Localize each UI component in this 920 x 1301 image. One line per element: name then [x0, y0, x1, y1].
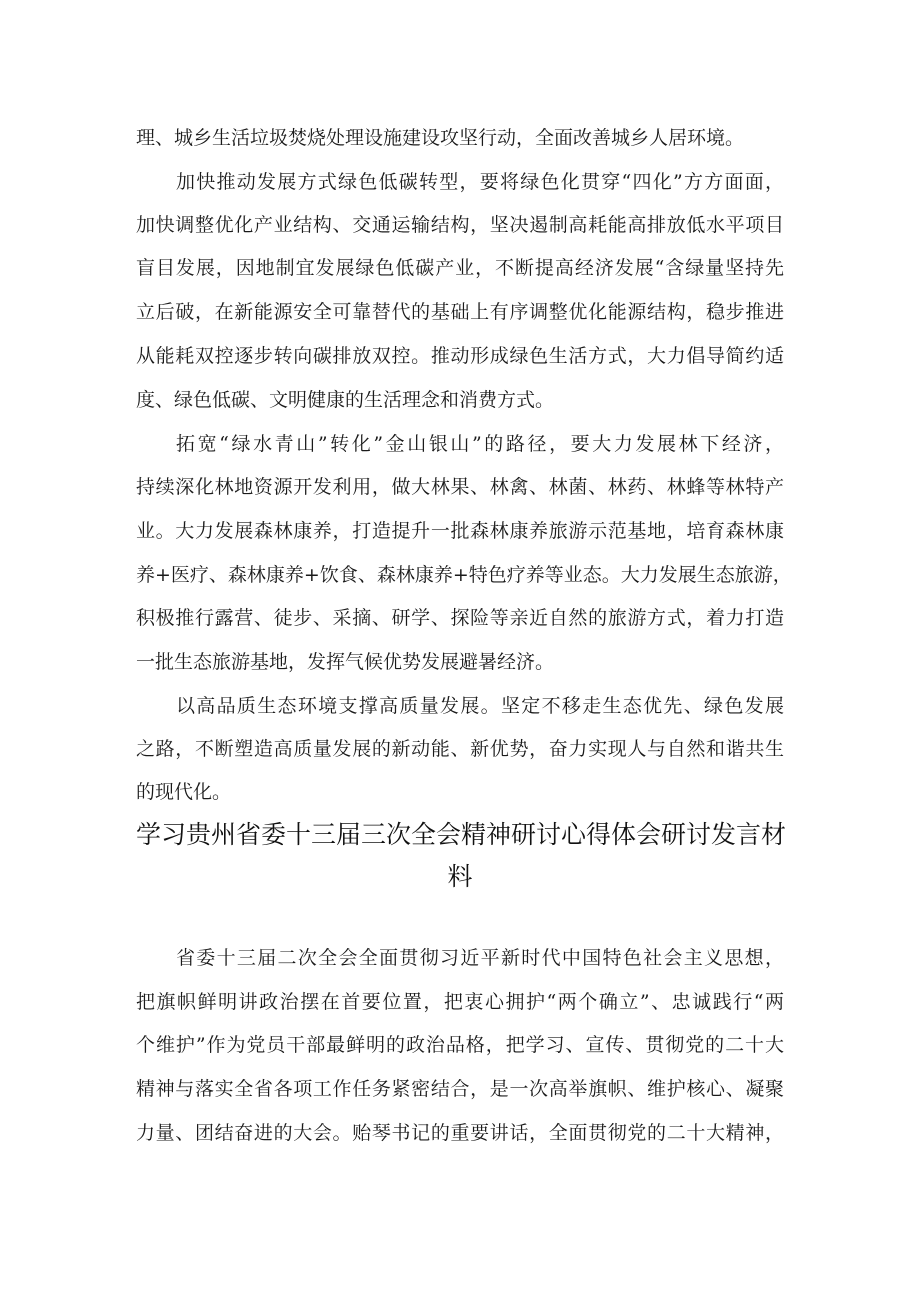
paragraph-line: 以高品质生态环境支撑高质量发展。坚定不移走生态优先、绿色发展	[176, 695, 784, 717]
section-heading-line: 学习贵州省委十三届三次全会精神研讨心得体会研讨发言材	[136, 820, 787, 849]
paragraph-line: 省委十三届二次全会全面贯彻习近平新时代中国特色社会主义思想，	[176, 947, 784, 969]
paragraph-line: 力量、团结奋进的大会。贻琴书记的重要讲话，全面贯彻党的二十大精神，	[136, 1122, 784, 1144]
paragraph-line: 把旗帜鲜明讲政治摆在首要位置，把衷心拥护“两个确立”、忠诚践行“两	[136, 991, 784, 1013]
paragraph-line: 的现代化。	[136, 781, 232, 803]
paragraph-line: 加快推动发展方式绿色低碳转型，要将绿色化贯穿“四化”方方面面，	[176, 171, 784, 193]
paragraph-line: 个维护”作为党员干部最鲜明的政治品格，把学习、宣传、贯彻党的二十大	[136, 1034, 784, 1056]
paragraph-line: 度、绿色低碳、文明健康的生活理念和消费方式。	[136, 389, 555, 411]
paragraph-line: 持续深化林地资源开发利用，做大林果、林禽、林菌、林药、林蜂等林特产	[136, 476, 784, 498]
section-heading-line: 料	[447, 862, 473, 891]
paragraph-line: 积极推行露营、徒步、采摘、研学、探险等亲近自然的旅游方式，着力打造	[136, 607, 784, 629]
paragraph-line: 一批生态旅游基地，发挥气候优势发展避暑经济。	[136, 651, 555, 673]
paragraph-line: 盲目发展，因地制宜发展绿色低碳产业，不断提高经济发展“含绿量坚持先	[136, 257, 784, 279]
paragraph-line: 拓宽“绿水青山”转化”金山银山”的路径，要大力发展林下经济，	[176, 433, 784, 455]
paragraph-line: 加快调整优化产业结构、交通运输结构，坚决遏制高耗能高排放低水平项目	[136, 214, 784, 236]
paragraph-line: 业。大力发展森林康养，打造提升一批森林康养旅游示范基地，培育森林康	[136, 520, 784, 542]
paragraph-line: 之路，不断塑造高质量发展的新动能、新优势，奋力实现人与自然和谐共生	[136, 738, 784, 760]
paragraph-line: 立后破，在新能源安全可靠替代的基础上有序调整优化能源结构，稳步推进	[136, 301, 784, 323]
paragraph-line: 养+医疗、森林康养+饮食、森林康养+特色疗养等业态。大力发展生态旅游，	[136, 564, 792, 586]
paragraph-line: 精神与落实全省各项工作任务紧密结合，是一次高举旗帜、维护核心、凝聚	[136, 1078, 784, 1100]
paragraph-line: 从能耗双控逐步转向碳排放双控。推动形成绿色生活方式，大力倡导简约适	[136, 345, 784, 367]
paragraph-line: 理、城乡生活垃圾焚烧处理设施建设攻坚行动，全面改善城乡人居环境。	[136, 127, 745, 149]
